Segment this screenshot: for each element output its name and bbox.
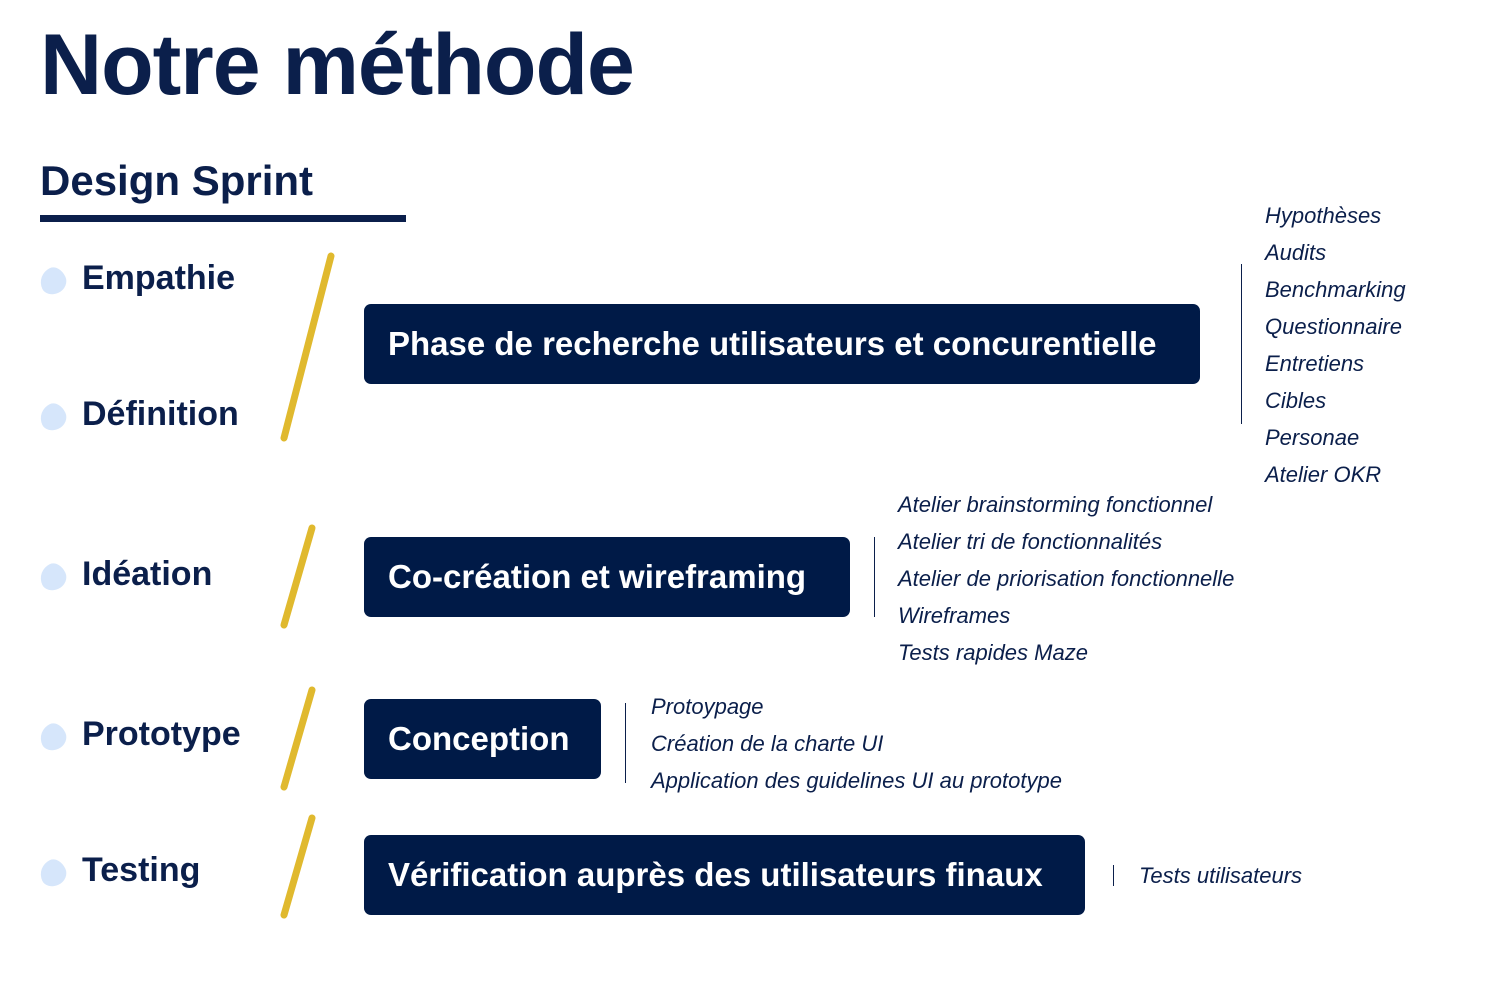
list-item: Atelier tri de fonctionnalités <box>898 529 1163 554</box>
slash-separator-prototype <box>284 690 312 787</box>
activity-list-cocreation <box>898 486 1234 671</box>
phase-label: Phase de recherche utilisateurs et concurentielle <box>388 325 1157 362</box>
list-item: Atelier brainstorming fonctionnel <box>898 492 1213 517</box>
section-subtitle: Design Sprint <box>40 157 314 204</box>
slash-separator-ideation <box>284 528 312 625</box>
page-title: Notre méthode <box>40 17 634 113</box>
phase-conception <box>364 699 601 779</box>
divider-verification <box>1113 865 1114 886</box>
list-item: Application des guidelines UI au prototype <box>651 768 1062 793</box>
step-label: Définition <box>82 394 239 433</box>
step-label: Testing <box>82 850 201 889</box>
activity-list-verification <box>1139 857 1302 894</box>
divider-conception <box>625 703 626 783</box>
slash-separator-research <box>284 256 331 438</box>
list-item: Atelier de priorisation fonctionnelle <box>898 566 1235 591</box>
list-item: Création de la charte UI <box>651 731 884 756</box>
list-item: Wireframes <box>898 603 1011 628</box>
phase-cocreation <box>364 537 850 617</box>
slash-separator-testing <box>284 818 312 915</box>
activity-list-conception <box>651 688 1062 799</box>
step-label: Idéation <box>82 554 213 593</box>
list-item: Personae <box>1265 425 1360 450</box>
phase-label: Co-création et wireframing <box>388 558 807 595</box>
list-item: Benchmarking <box>1265 277 1406 302</box>
phase-label: Vérification auprès des utilisateurs finaux <box>388 856 1043 893</box>
step-label: Prototype <box>82 714 241 753</box>
list-item: Cibles <box>1265 388 1327 413</box>
list-item: Hypothèses <box>1265 203 1382 228</box>
list-item: Questionnaire <box>1265 314 1402 339</box>
list-item: Atelier OKR <box>1265 462 1382 487</box>
list-item: Entretiens <box>1265 351 1365 376</box>
phase-label: Conception <box>388 720 570 757</box>
list-item: Protoypage <box>651 694 764 719</box>
activity-list-research <box>1265 197 1406 493</box>
list-item: Tests utilisateurs <box>1139 863 1303 888</box>
list-item: Tests rapides Maze <box>898 640 1088 665</box>
phase-research <box>364 304 1200 384</box>
divider-research <box>1241 264 1242 424</box>
divider-cocreation <box>874 537 875 617</box>
step-label: Empathie <box>82 258 236 297</box>
phase-verification <box>364 835 1085 915</box>
list-item: Audits <box>1265 240 1327 265</box>
